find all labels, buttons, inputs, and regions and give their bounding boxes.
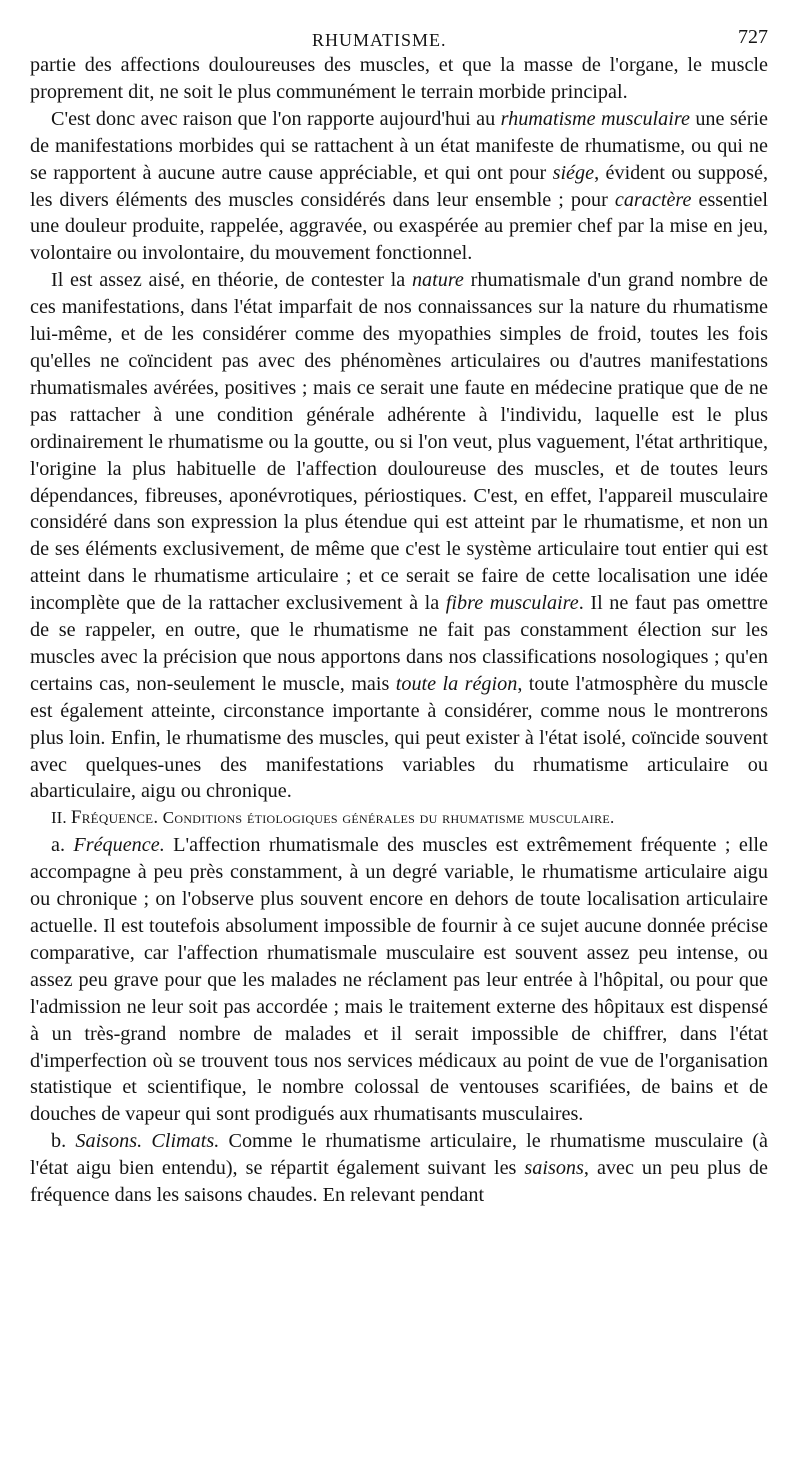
paragraph-text: . Il ne faut pas omettre de se rappeler, en outre, que le rhumatisme ne fait pas constamment élection sur les muscles avec la précision que nous apportons dans nos classifications nosologiques ; qu'en certains cas, non-seulement le muscle, mais (30, 592, 768, 695)
paragraph-text: essentiel une douleur produite, rappelée, aggravée, ou exaspérée au premier chef par la mise en jeu, volontaire ou involontaire, du mouvement fonctionnel. (30, 188, 768, 265)
book-page (30, 22, 768, 1209)
italic-subheading: Saisons. Climats. (75, 1130, 220, 1153)
section-title-frequence: Fréquence. (70, 807, 159, 829)
page-header (30, 22, 768, 52)
paragraph-text: L'affection rhumatismale des muscles est extrêmement fréquente ; elle accompagne à peu près constamment, à un degré variable, le rhumatisme articulaire aigu ou chronique ; on l'observe plus souvent encore en dehors de toute localisation articulaire actuelle. Il est toutefois absolument impossible de fournir à ce sujet aucune donnée précise comparative, car l'affection rhumatismale musculaire est souvent assez peu intense, ou assez peu grave pour que les malades ne réclament pas leur entrée à l'hôpital, ou pour que l'admission ne leur soit pas accordée ; mais le traitement externe des hôpitaux est dispensé à un très-grand nombre de malades et il serait impossible de chiffrer, dans l'état d'imperfection où se trouvent tous nos services médicaux au point de vue de l'organisation statistique et scientifique, le nombre colossal de ventouses scarifiées, de bains et de douches de vapeur qui sont prodigués aux rhumatisants musculaires. (30, 834, 769, 1126)
paragraph-text: , toute l'atmosphère du muscle est également atteinte, circonstance importante à considérer, comme nous le montrerons plus loin. Enfin, le rhumatisme des muscles, qui peut exister à l'état isolé, coïncide souvent avec quelques-unes des manifestations variables du rhumatisme articulaire ou abarticulaire, aigu ou chronique. (30, 672, 768, 803)
section-heading (30, 805, 768, 832)
italic-term: nature (411, 269, 464, 292)
paragraph-frequence (30, 832, 768, 1128)
running-head: RHUMATISME. (312, 30, 447, 50)
section-numeral: II. (51, 808, 67, 828)
italic-subheading: Fréquence. (73, 834, 165, 857)
paragraph-nature (30, 267, 768, 805)
paragraph-rhumatisme-musculaire (30, 106, 768, 267)
paragraph-text: Il est assez aisé, en théorie, de contester la (51, 269, 412, 292)
item-label: a. (51, 834, 66, 857)
page-number: 727 (738, 26, 768, 48)
item-label: b. (51, 1130, 67, 1153)
italic-term: siége (552, 161, 595, 184)
paragraph-text: C'est donc avec raison que l'on rapporte aujourd'hui au (51, 107, 501, 130)
italic-term: rhumatisme musculaire (500, 107, 690, 130)
paragraph-text: , avec un peu plus de fréquence dans les saisons chaudes. En relevant pendant (30, 1157, 768, 1207)
section-title-conditions: Conditions étiologiques générales du rhumatisme musculaire. (162, 808, 615, 828)
paragraph-text: Comme le rhumatisme articulaire, le rhumatisme musculaire (à l'état aigu bien entendu), se répartit également suivant les (30, 1130, 768, 1180)
paragraph-text: une série de manifestations morbides qui se rattachent à un état manifeste de rhumatisme, ou qui ne se rapportent à aucune autre cause appréciable, et qui ont pour (30, 107, 768, 184)
paragraph-text: partie des affections douloureuses des muscles, et que la masse de l'organe, le muscle proprement dit, ne soit le plus communément le terrain morbide principal. (30, 54, 768, 103)
italic-term: fibre musculaire (445, 592, 579, 615)
italic-term: toute la région (395, 672, 518, 695)
paragraph-continuation (30, 52, 768, 106)
paragraph-saisons (30, 1128, 768, 1209)
italic-term: saisons (524, 1157, 584, 1180)
paragraph-text: rhumatismale d'un grand nombre de ces manifestations, dans l'état imparfait de nos connaissances sur la nature du rhumatisme lui-même, et de les considérer comme des myopathies simples de froid, toutes les fois qu'elles ne coïncident pas avec des phénomènes articulaires ou d'autres manifestations rhumatismales avérées, positives ; mais ce serait une faute en médecine pratique que de ne pas rattacher à une condition générale adhérente à l'individu, laquelle est le plus ordinairement le rhumatisme ou la goutte, ou si l'on veut, plus vaguement, l'état arthritique, l'origine la plus habituelle de l'affection douloureuse des muscles, et de toutes leurs dépendances, fibreuses, aponévrotiques, périostiques. C'est, en effet, l'appareil musculaire considéré dans son expression la plus étendue qui est atteint par le rhumatisme, et non un de ses éléments exclusivement, de même que c'est le système articulaire tout entier qui est atteint dans le rhumatisme articulaire ; et ce serait se faire de cette localisation une idée incomplète que de la rattacher exclusivement à la (30, 269, 769, 615)
paragraph-text: , évident ou supposé, les divers éléments des muscles considérés dans leur ensemble ; pour (30, 161, 768, 211)
italic-term: caractère (614, 188, 692, 211)
